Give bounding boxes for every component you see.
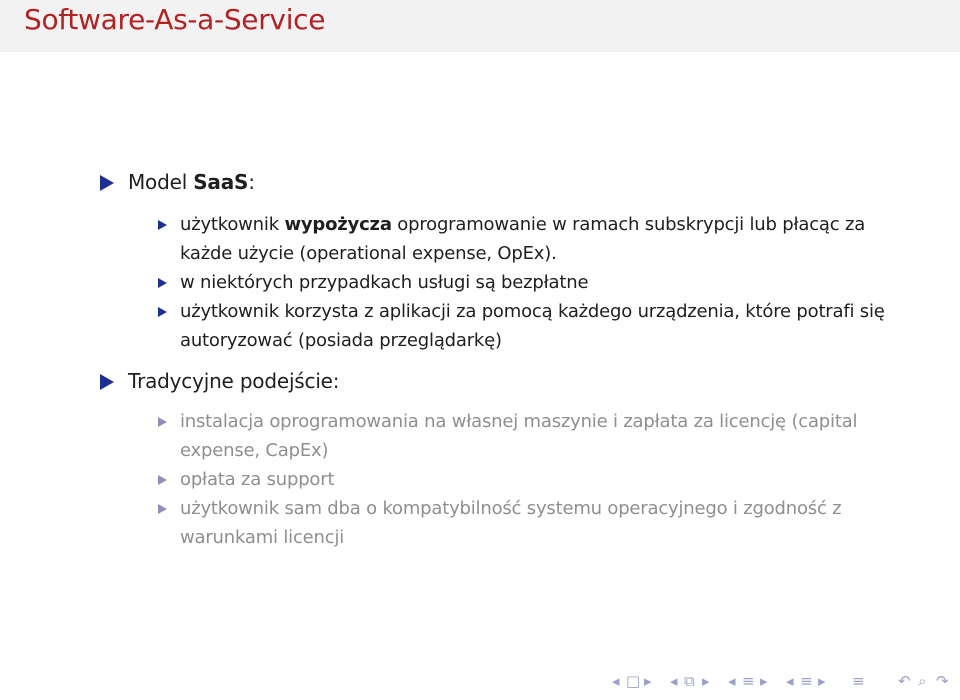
sub-item-text: instalacja oprogramowania na własnej maszynie i zapłata za licencję (capital expense, CapEx) — [180, 411, 858, 461]
nav-search-icon[interactable]: ⌕ — [918, 672, 927, 690]
nav-subsection-icon[interactable]: ⧉ — [684, 672, 695, 690]
nav-next-subsection-icon[interactable]: ▸ — [702, 672, 710, 690]
nav-document-icon[interactable]: ≡ — [800, 672, 813, 690]
nav-section-icon[interactable]: ≡ — [742, 672, 755, 690]
sub-item-text: użytkownik sam dba o kompatybilność systemu operacyjnego i zgodność z warunkami licencji — [180, 498, 842, 548]
nav-forward-search-icon[interactable]: ↷ — [936, 672, 949, 690]
triangle-bullet-icon — [158, 220, 167, 230]
nav-next-frame-icon[interactable]: ▸ — [644, 672, 652, 690]
nav-prev-subsection-icon[interactable]: ◂ — [670, 672, 678, 690]
sub-item-text: opłata za support — [180, 469, 335, 490]
beamer-navigation — [600, 672, 956, 696]
sub-item-text: użytkownik wypożycza oprogramowanie w ramach subskrypcji lub płacąc za każde użycie (operational expense, OpEx). — [180, 214, 866, 264]
sub-item — [154, 407, 914, 465]
nav-back-search-icon[interactable]: ↶ — [898, 672, 911, 690]
triangle-bullet-icon — [100, 374, 114, 390]
item-label: Model SaaS: — [128, 170, 255, 194]
nav-prev-doc-icon[interactable]: ◂ — [786, 672, 794, 690]
sub-item-text: w niektórych przypadkach usługi są bezpłatne — [180, 272, 589, 293]
nav-prev-frame-icon[interactable]: ◂ — [612, 672, 620, 690]
nav-prev-section-icon[interactable]: ◂ — [728, 672, 736, 690]
nav-next-doc-icon[interactable]: ▸ — [818, 672, 826, 690]
sub-item — [154, 268, 914, 297]
sub-item — [154, 297, 914, 355]
triangle-bullet-icon — [158, 417, 167, 427]
triangle-bullet-icon — [158, 307, 167, 317]
triangle-bullet-icon — [100, 175, 114, 191]
nav-appendix-icon[interactable]: ≡ — [852, 672, 865, 690]
item-label: Tradycyjne podejście: — [128, 369, 340, 393]
triangle-bullet-icon — [158, 504, 167, 514]
sub-item — [154, 210, 914, 268]
slide-title: Software-As-a-Service — [24, 3, 326, 36]
sub-item — [154, 465, 914, 494]
triangle-bullet-icon — [158, 278, 167, 288]
sub-item — [154, 494, 914, 552]
nav-next-section-icon[interactable]: ▸ — [760, 672, 768, 690]
nav-frame-icon[interactable]: □ — [626, 672, 641, 690]
sub-item-text: użytkownik korzysta z aplikacji za pomocą każdego urządzenia, które potrafi się autoryzować (posiada przeglądarkę) — [180, 301, 885, 351]
triangle-bullet-icon — [158, 475, 167, 485]
